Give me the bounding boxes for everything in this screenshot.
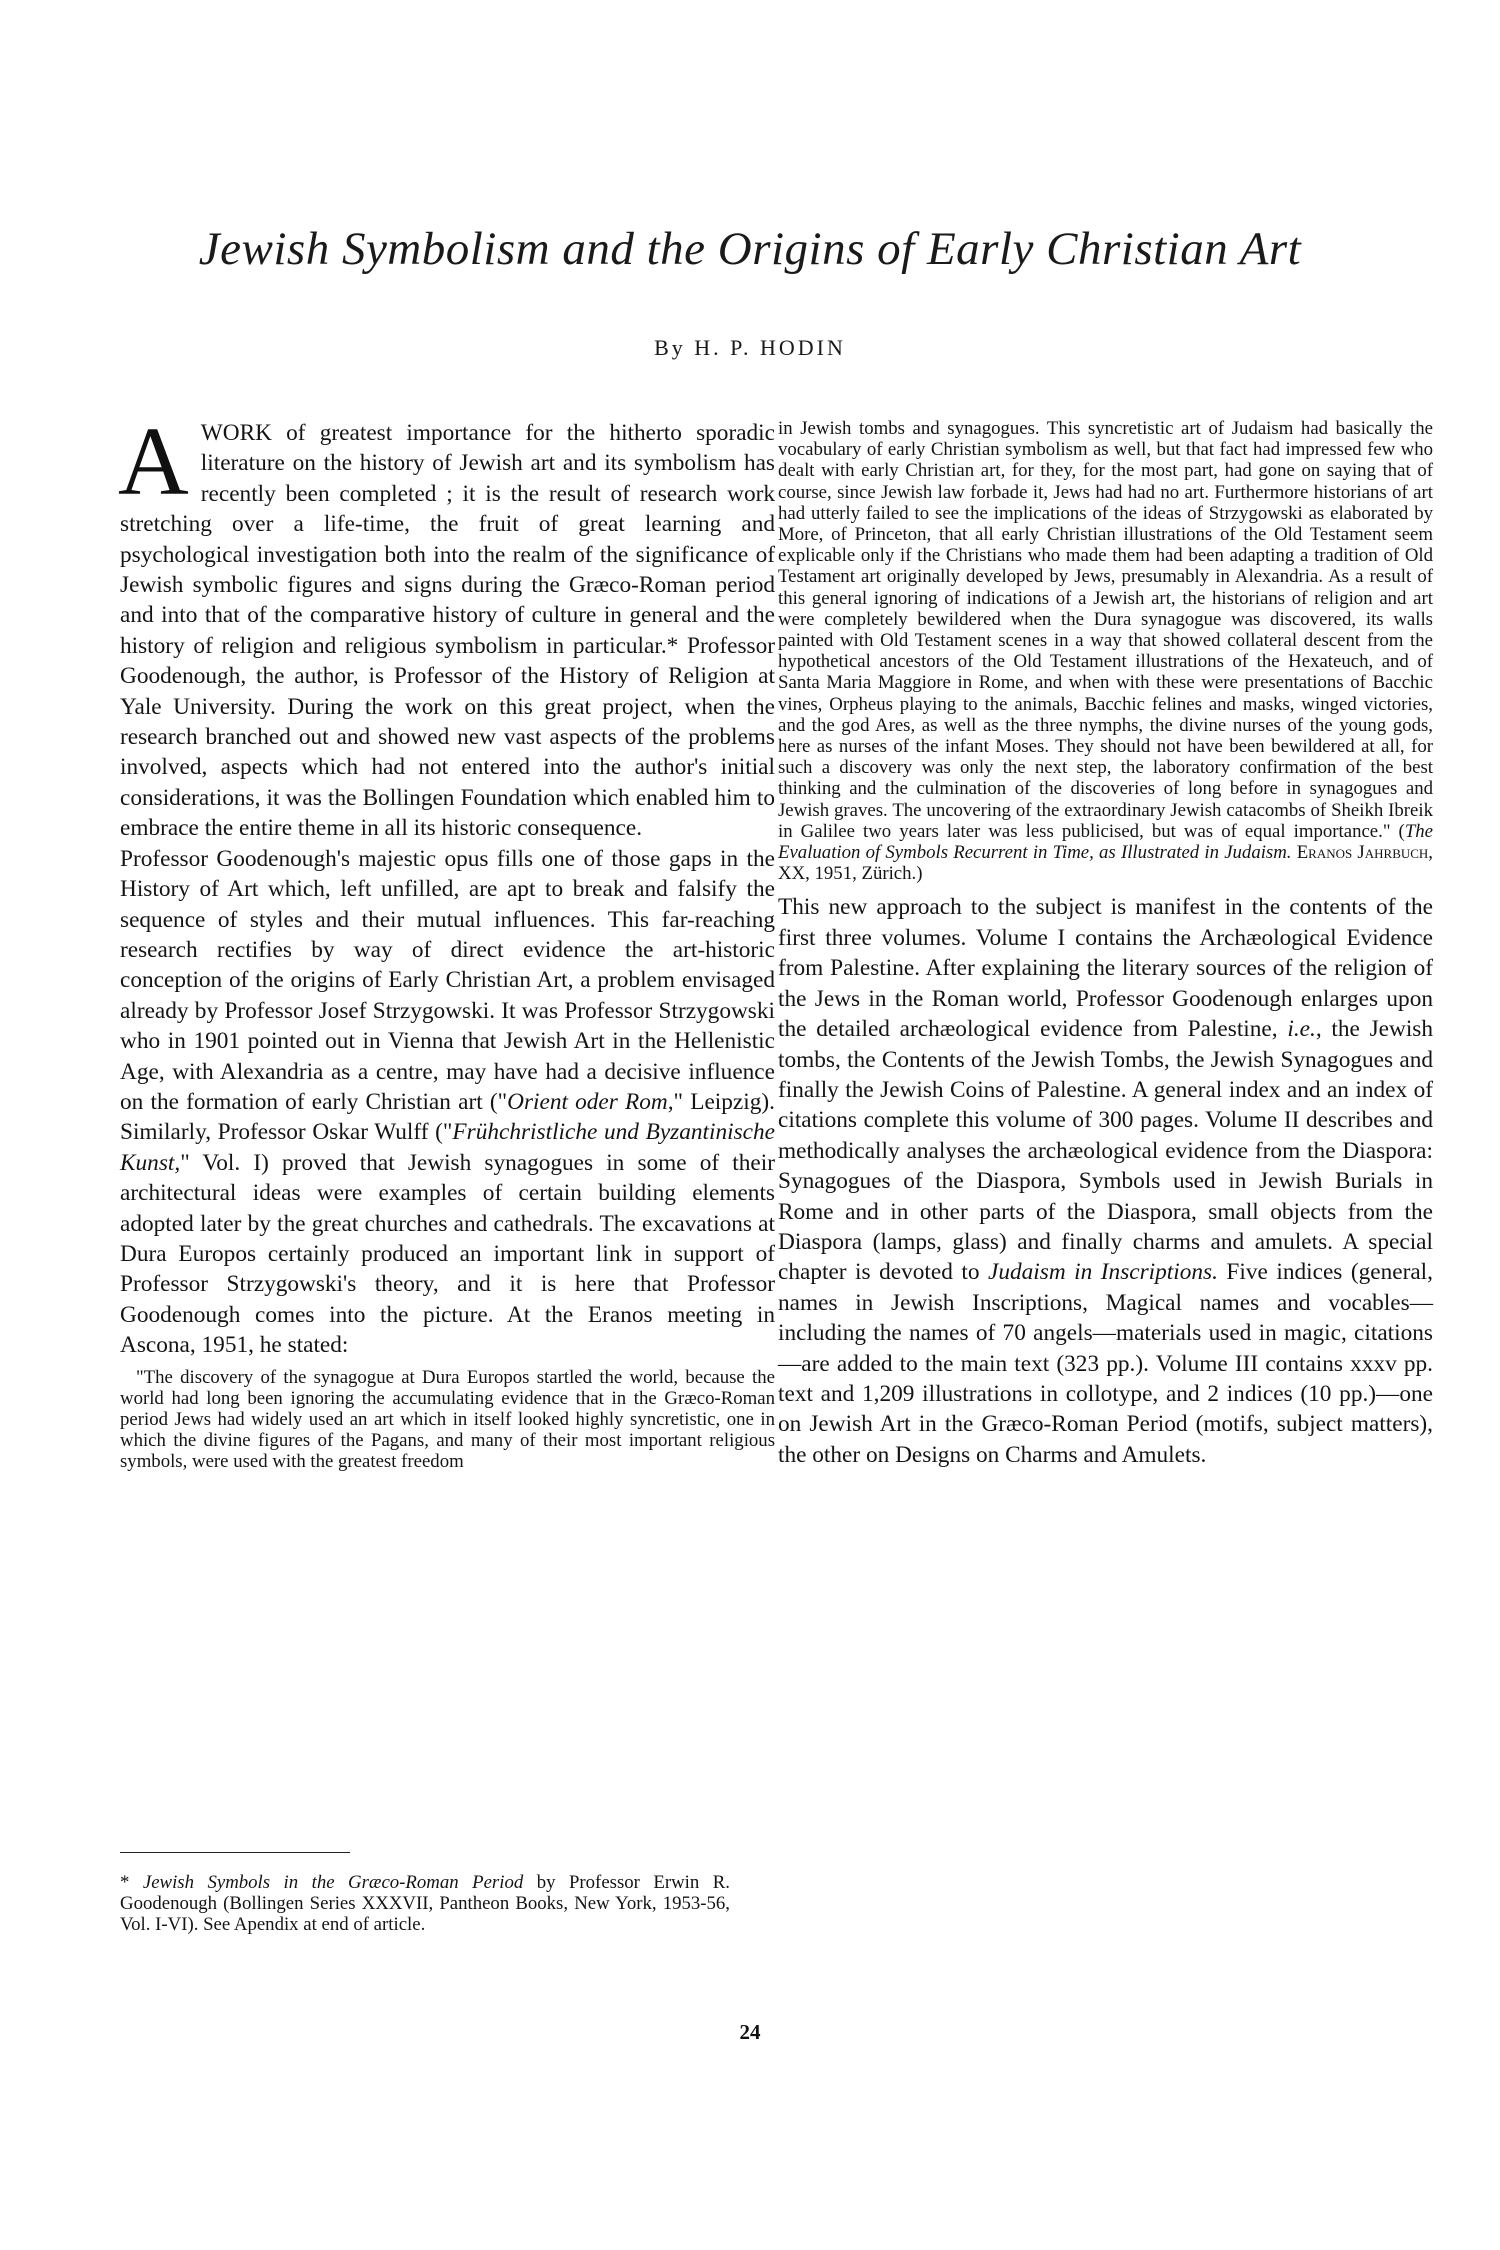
footnote-text: by Professor Erwin R. Goodenough (Bollingen Series XXXVII, Pantheon Books, New York, 1953-56, Vol. I-VI). See Apendix at end of article. (120, 1872, 730, 1936)
block-quote: "The discovery of the synagogue at Dura Europos startled the world, because the world had long been ignoring the accumulating evidence that in the Græco-Roman period Jews had widely used an art which in itself looked highly syncretistic, one in which the divine figures of the Pagans, and many of their most important religious symbols, were used with the greatest freedom (120, 1366, 775, 1473)
footnote (120, 1872, 730, 1936)
article-title: Jewish Symbolism and the Origins of Early Christian Art (198, 223, 1302, 275)
chapter-title-inscriptions: Judaism in Inscriptions. (988, 1259, 1218, 1286)
footnote-book-title: Jewish Symbols in the Græco-Roman Period (142, 1872, 524, 1893)
second-paragraph (120, 844, 775, 1361)
opening-paragraph-text: WORK of greatest importance for the hitherto sporadic literature on the history of Jewish art and its symbolism has recently been completed ; it is the result of research work stretching over a life-time, the fruit of great learning and psychological investigation both into the realm of the significance of Jewish symbolic figures and signs during the Græco-Roman period and into that of the comparative history of culture in general and the history of religion and religious symbolism in particular.* Professor Goodenough, the author, is Professor of the History of Religion at Yale University. During the work on this great project, when the research branched out and showed new vast aspects of the problems involved, aspects which had not entered into the author's initial considerations, it was the Bollingen Foundation which enabled him to embrace the entire theme in all its historic consequence. (120, 420, 775, 842)
page-number: 24 (739, 2020, 761, 2044)
third-paragraph-text-a: This new approach to the subject is manifest in the contents of the first three volumes. Volume I contains the Archæological Evidence from Palestine. After explaining the literary sources of the religion of the Jews in the Roman world, Professor Goodenough enlarges upon the detailed archæological evidence from Palestine, (778, 894, 1433, 1043)
abbreviation-ie: i.e. (1287, 1016, 1316, 1043)
right-column (778, 418, 1433, 1470)
footnote-rule (120, 1852, 350, 1853)
left-column (118, 408, 775, 1473)
quote-source-title: The Evaluation of Symbols Recurrent in Time, as Illustrated in Judaism. (778, 820, 1433, 864)
drop-cap: A (118, 408, 189, 516)
second-paragraph-text-b: " Leipzig). Similarly, Professor Oskar Wulff (" (120, 1088, 775, 1146)
footnote-marker: * (120, 1872, 143, 1893)
quote-continued-text: in Jewish tombs and synagogues. This syncretistic art of Judaism had basically the vocabulary of early Christian symbolism as well, but that fact had impressed few who dealt with early Christian art, for they, for the most part, had gone on saying that of course, since Jewish law forbade it, Jews had had no art. Furthermore historians of art had utterly failed to see the implications of the ideas of Strzygowski as elaborated by More, of Princeton, that all early Christian illustrations of the Old Testament seem explicable only if the Christians who made them had been adapting a tradition of Old Testament art originally developed by Jews, presumably in Alexandria. As a result of this general ignoring of indications of a Jewish art, the historians of religion and art were completely bewildered when the Dura synagogue was discovered, its walls painted with Old Testament scenes in a way that showed collateral descent from the hypothetical ancestors of the Old Testament illustrations of the Hexateuch, and of Santa Maria Maggiore in Rome, and when with these were presentations of Bacchic vines, Orpheus playing to the animals, Bacchic felines and masks, winged victories, and the god Ares, as well as the three nymphs, the divine nurses of the young gods, here as nurses of the infant Moses. They should not have been bewildered at all, for such a discovery was only the next step, the laboratory confirmation of the best thinking and the culmination of the discoveries of long before in synagogues and Jewish graves. The uncovering of the extraordinary Jewish catacombs of Sheikh Ibreik in Galilee two years later was less publicised, but was of equal importance." ( (778, 418, 1433, 842)
quote-source-journal: Eranos Jahrbuch, (1291, 842, 1434, 864)
article-byline: By H. P. HODIN (654, 335, 846, 360)
quote-source-details: XX, 1951, Zürich.) (778, 863, 923, 885)
third-paragraph (778, 892, 1433, 1470)
second-paragraph-text-a: Professor Goodenough's majestic opus fills one of those gaps in the History of Art which, left unfilled, are apt to break and falsify the sequence of styles and their mutual influences. This far-reaching research rectifies by way of direct evidence the art-historic conception of the origins of Early Christian Art, a problem envisaged already by Professor Josef Strzygowski. It was Professor Strzygowski who in 1901 pointed out in Vienna that Jewish Art in the Hellenistic Age, with Alexandria as a centre, may have had a decisive influence on the formation of early Christian art (" (120, 845, 775, 1115)
opening-paragraph (118, 408, 775, 844)
book-title-orient: Orient oder Rom, (507, 1088, 674, 1115)
third-paragraph-text-c: Five indices (general, names in Jewish Inscriptions, Magical names and vocables—including the names of 70 angels—materials used in magic, citations—are added to the main text (323 pp.). Volume III contains xxxv pp. text and 1,209 illustrations in collotype, and 2 indices (10 pp.)—one on Jewish Art in the Græco-Roman Period (motifs, subject matters), the other on Designs on Charms and Amulets. (778, 1259, 1433, 1468)
second-paragraph-text-c: " Vol. I) proved that Jewish synagogues in some of their architectural ideas were examples of certain building elements adopted later by the great churches and cathedrals. The excavations at Dura Europos certainly produced an important link in support of Professor Strzygowski's theory, and it is here that Professor Goodenough comes into the picture. At the Eranos meeting in Ascona, 1951, he stated: (120, 1149, 775, 1359)
third-paragraph-text-b: , the Jewish tombs, the Contents of the Jewish Tombs, the Jewish Synagogues and finally the Jewish Coins of Palestine. A general index and an index of citations complete this volume of 300 pages. Volume II describes and methodically analyses the archæological evidence from the Diaspora: Synagogues of the Diaspora, Symbols used in Jewish Burials in Rome and in other parts of the Diaspora, small objects from the Diaspora (lamps, glass) and finally charms and amulets. A special chapter is devoted to (778, 1016, 1434, 1286)
book-title-fruhchristliche: Frühchristliche und Byzantinische Kunst, (120, 1119, 775, 1176)
block-quote-continued (778, 418, 1433, 884)
